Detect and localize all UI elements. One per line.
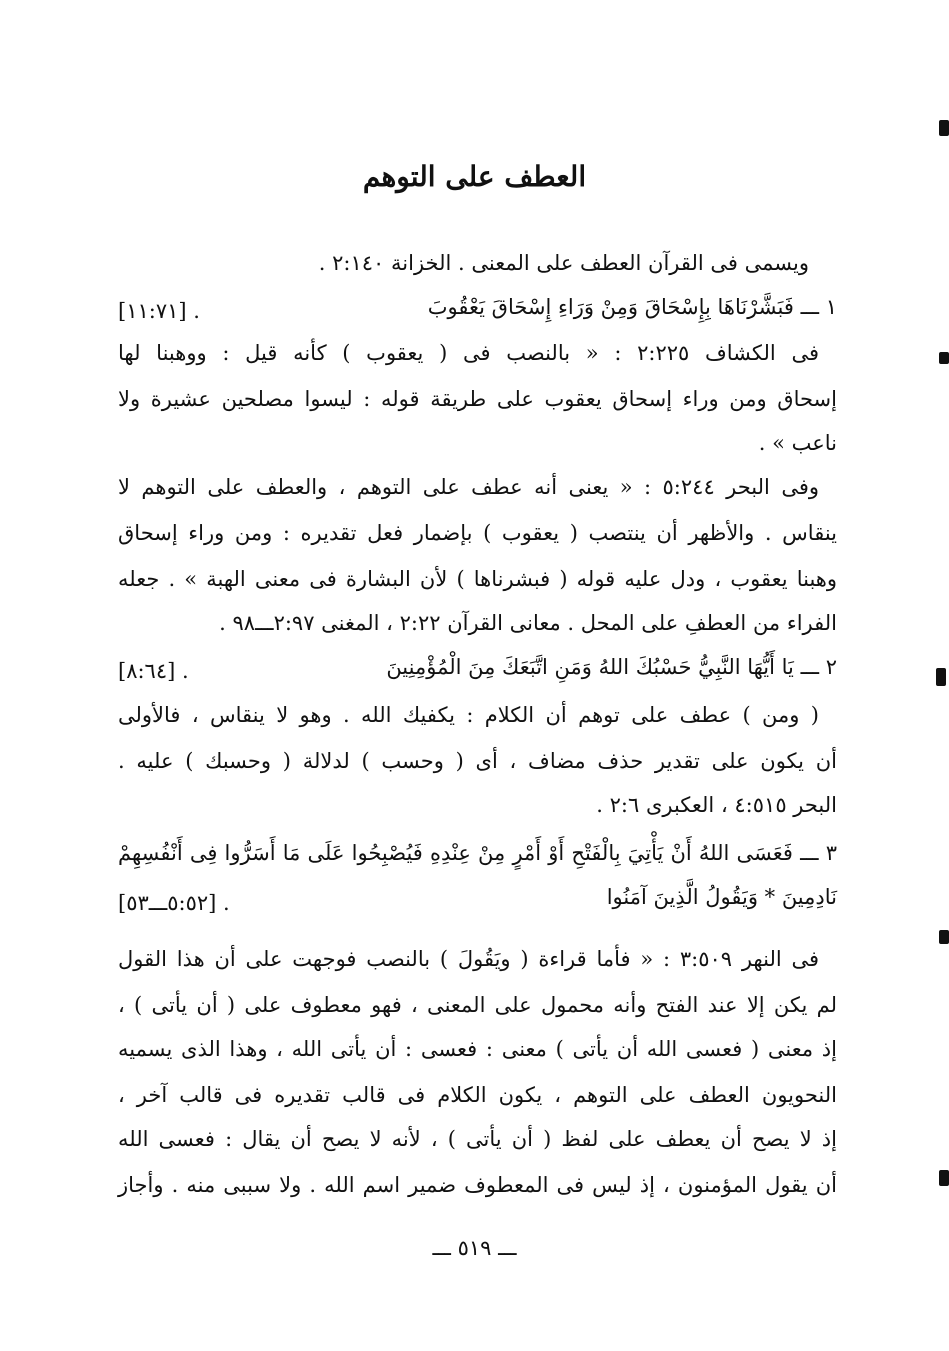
text-line: وهبنا يعقوب ، ودل عليه قوله ( فبشرناها ) لأن البشارة فى معنى الهبة » . جعله [118, 567, 837, 591]
verse-reference: [٥:٥٢ـــ٥٣] . [118, 891, 230, 915]
text-line: لم يكن إلا عند الفتح وأنه محمول على المعنى ، فهو معطوف على ( أن يأتى ) ، [118, 993, 837, 1017]
text-line: أن يقول المؤمنون ، إذ ليس فى المعطوف ضمير اسم الله . ولا سببى منه . وأجاز [118, 1173, 837, 1197]
verse-line: ٣ ـــ فَعَسَى اللهُ أَنْ يَأْتِيَ بِالْفَتْحِ أَوْ أَمْرٍ مِنْ عِنْدِهِ فَيُصْبِحُوا عَلَى مَا أَسَرُّوا فِى أَنْفُسِهِمْ [118, 841, 837, 865]
text-line: فى النهر ٣:٥٠٩ : « فأما قراءة ( ويَقُولَ ) بالنصب فوجهت على أن هذا القول [118, 947, 820, 971]
verse-line: ٢ ـــ يَا أَيُّهَا النَّبِيُّ حَسْبُكَ اللهُ وَمَنِ اتَّبَعَكَ مِنَ الْمُؤْمِنِينَ [386, 655, 837, 679]
text-line: ناعب » . [758, 431, 837, 455]
scan-edge-mark [939, 120, 949, 136]
text-line: البحر ٤:٥١٥ ، العكبرى ٢:٦ . [596, 793, 837, 817]
verse-reference: [١١:٧١] . [118, 299, 200, 323]
scan-edge-mark [939, 930, 949, 944]
text-line: ويسمى فى القرآن العطف على المعنى . الخزانة ٢:١٤٠ . [318, 251, 809, 275]
text-line: فى الكشاف ٢:٢٢٥ : « بالنصب فى ( يعقوب ) كأنه قيل : ووهبنا لها [118, 341, 819, 365]
verse-reference: [٨:٦٤] . [118, 659, 189, 683]
verse-line: ١ ـــ فَبَشَّرْنَاهَا بِإِسْحَاقَ وَمِنْ وَرَاءِ إِسْحَاقَ يَعْقُوبَ [427, 295, 837, 319]
scan-edge-mark [936, 668, 946, 686]
text-line: ينقاس . والأظهر أن ينتصب ( يعقوب ) بإضمار فعل تقديره : ومن وراء إسحاق [118, 521, 837, 545]
text-line: إذ لا يصح أن يعطف على لفظ ( أن يأتى ) ، لأنه لا يصح أن يقال : فعسى الله [118, 1127, 837, 1151]
text-line: أن يكون على تقدير حذف مضاف ، أى ( وحسب ) لدلالة ( وحسبك ) عليه . [118, 749, 837, 773]
text-line: إسحاق ومن وراء إسحاق يعقوب على طريقة قوله : ليسوا مصلحين عشيرة ولا [118, 387, 837, 411]
text-line: الفراء من العطفِ على المحل . معانى القرآن ٢:٢٢ ، المغنى ٢:٩٧ـــ٩٨ . [219, 611, 837, 635]
page-number: ـــ ٥١٩ ـــ [432, 1236, 517, 1260]
text-line: ( ومن ) عطف على توهم أن الكلام : يكفيك الله . وهو لا ينقاس ، فالأولى [118, 703, 819, 727]
text-line: إذ معنى ( فعسى الله أن يأتى ) معنى : فعسى : أن يأتى الله ، وهذا الذى يسميه [118, 1037, 837, 1061]
page-title: العطف على التوهم [362, 160, 587, 193]
text-line: النحويون العطف على التوهم ، يكون الكلام فى قالب تقديره فى قالب آخر ، [118, 1083, 837, 1107]
scan-edge-mark [939, 352, 949, 364]
verse-line: نَادِمِينَ * وَيَقُولُ الَّذِينَ آمَنُوا [606, 885, 837, 909]
text-line: وفى البحر ٥:٢٤٤ : « يعنى أنه عطف على التوهم ، والعطف على التوهم لا [118, 475, 819, 499]
scan-edge-mark [939, 1170, 949, 1186]
